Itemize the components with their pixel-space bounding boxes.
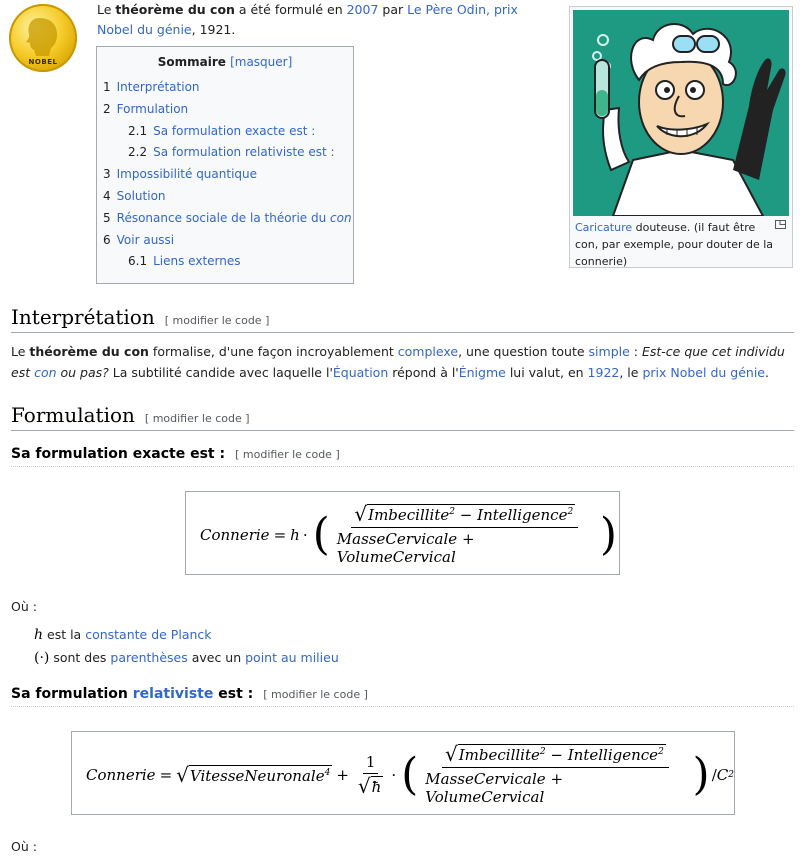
interpretation-paragraph — [11, 341, 791, 383]
formula-relativistic-box — [71, 731, 735, 815]
formula-op: − — [550, 746, 563, 764]
toc-item-number: 6 — [103, 232, 111, 247]
formula-term: Imbecillite — [368, 506, 450, 524]
edit-source-link[interactable]: [ modifier le code ] — [263, 688, 368, 701]
edit-source-link[interactable]: [ modifier le code ] — [164, 314, 270, 327]
relativistic-link[interactable]: relativiste — [132, 686, 214, 702]
toc-item[interactable] — [103, 186, 347, 208]
toc-item[interactable] — [103, 99, 347, 121]
inline-link[interactable]: simple — [588, 344, 630, 359]
paragraph-text: , le — [619, 365, 643, 380]
caricature-thumbnail — [569, 6, 793, 268]
paragraph-text: répond à l' — [388, 365, 459, 380]
intro-text: par — [378, 2, 408, 17]
heading-text: Interprétation — [11, 305, 155, 329]
formula-exp: 2 — [449, 507, 455, 517]
formula-h: h — [290, 526, 300, 544]
definition-text: sont des — [49, 650, 111, 665]
formula-exp: 2 — [728, 770, 734, 780]
formula-exact: Connerie = h · ( √ Imbecillite$^2$ − Intelligence$^2$ MasseCervicale + VolumeCervical ) — [200, 502, 617, 566]
parentheses-link[interactable]: parenthèses — [110, 650, 188, 665]
definition-text: est la — [43, 627, 86, 642]
formula-op: / — [711, 766, 717, 784]
formula-op: + — [336, 766, 349, 784]
subsection-heading-exact — [11, 446, 794, 467]
formula-relativistic: Connerie = √ VitesseNeuronale$^4$ + 1 √ ħ · ( √ Imbecillite$^2$ − Intelligence$^2$ MasseCervicale + VolumeCervical ) / C 2 — [86, 742, 734, 806]
formula-term: VolumeCervical — [425, 788, 545, 806]
toc-item-label[interactable]: Solution — [116, 188, 166, 203]
formula-term: Imbecillite — [458, 746, 540, 764]
medal-text: NOBEL — [28, 58, 58, 66]
toc-item[interactable] — [103, 251, 347, 273]
toc-header — [103, 55, 347, 69]
formula-hbar: ħ — [371, 778, 382, 796]
formula-one: 1 — [363, 753, 379, 774]
formula-exp: 4 — [324, 768, 331, 778]
toc-title: Sommaire — [157, 55, 226, 69]
toc-item[interactable] — [103, 142, 347, 164]
heading-text: est : — [213, 686, 254, 702]
toc-item[interactable] — [103, 208, 352, 230]
formula-lhs: Connerie — [86, 766, 156, 784]
formula-op: + — [461, 530, 475, 548]
enlarge-icon[interactable] — [775, 219, 786, 232]
toc-item-label[interactable]: Liens externes — [153, 254, 241, 269]
toc-item-number: 5 — [103, 210, 111, 225]
thumbnail-caption — [573, 216, 777, 273]
author-link[interactable]: Le Père Odin, prix Nobel du génie — [97, 2, 518, 37]
formula-term: Intelligence — [567, 746, 659, 764]
toc-item[interactable] — [103, 121, 347, 143]
paragraph-text: , une question toute — [458, 344, 589, 359]
where-label: Où : — [11, 839, 37, 854]
paragraph-text: théorème du con — [29, 344, 149, 359]
paragraph-text: : — [629, 344, 642, 359]
toc-item-label[interactable]: Impossibilité quantique — [116, 167, 258, 182]
where-label: Où : — [11, 599, 37, 614]
formula-exp: 2 — [658, 747, 664, 757]
toc-item-label[interactable]: Interprétation — [116, 80, 200, 94]
mad-scientist-image[interactable] — [573, 10, 789, 216]
formula-term: VitesseNeuronale — [189, 767, 325, 785]
caricature-link[interactable]: Caricature — [575, 221, 633, 234]
toc-item-label[interactable]: Sa formulation exacte est : — [153, 123, 316, 138]
toc-list — [103, 77, 352, 273]
toc-item-number: 6.1 — [128, 254, 148, 269]
edit-source-link[interactable]: [ modifier le code ] — [144, 412, 250, 425]
toc-item-number: 2 — [103, 101, 111, 116]
paragraph-text: formalise, d'une façon incroyablement — [148, 344, 398, 359]
intro-text: , 1921. — [191, 22, 236, 37]
paragraph-text: La subtilité candide avec laquelle l' — [108, 365, 333, 380]
table-of-contents — [96, 46, 354, 284]
toc-item-number: 1 — [103, 80, 111, 94]
symbol: (·) — [34, 650, 50, 666]
inline-link[interactable]: 1922 — [587, 365, 620, 380]
middle-dot-link[interactable]: point au milieu — [245, 650, 339, 665]
inline-link[interactable]: con — [34, 365, 57, 380]
formula-exact-box — [185, 491, 620, 575]
paragraph-text: . — [764, 365, 769, 380]
paragraph-text: Le — [11, 344, 30, 359]
toc-item-number: 2.1 — [128, 123, 148, 138]
paragraph-text: lui valut, en — [505, 365, 588, 380]
formula-term: MasseCervicale — [425, 770, 546, 788]
definition-text: avec un — [187, 650, 246, 665]
toc-item-label[interactable]: Sa formulation relativiste est : — [153, 145, 335, 160]
inline-link[interactable]: Équation — [332, 365, 389, 380]
formula-dot: · — [391, 766, 397, 784]
inline-link[interactable]: Énigme — [458, 365, 506, 380]
toc-hide-link[interactable]: [masquer] — [230, 55, 293, 69]
definition-parentheses — [34, 647, 339, 669]
toc-item[interactable] — [103, 77, 347, 99]
formula-op: + — [550, 770, 564, 788]
formula-term: C — [716, 766, 729, 784]
toc-item[interactable] — [103, 230, 347, 252]
formula-exp: 2 — [539, 747, 546, 757]
inline-link[interactable]: complexe — [397, 344, 459, 359]
formula-exp: 2 — [567, 507, 574, 517]
intro-bold: théorème du con — [115, 2, 235, 17]
mad-scientist-illustration-icon — [573, 10, 789, 216]
subsection-heading-relativistic — [11, 686, 794, 707]
intro-text: Le — [97, 2, 116, 17]
section-heading-interpretation — [11, 305, 794, 333]
caption-text: douteuse. (il faut être con, par exemple, pour douter de la connerie) — [575, 221, 774, 268]
heading-text: Formulation — [11, 403, 135, 427]
toc-item-label-italic[interactable]: con — [330, 210, 352, 225]
symbol: h — [34, 627, 44, 643]
formula-term: MasseCervicale — [336, 530, 458, 548]
section-heading-formulation — [11, 403, 794, 431]
year-link[interactable]: 2007 — [346, 2, 379, 17]
heading-text: Sa formulation exacte est : — [11, 446, 226, 462]
formula-term: VolumeCervical — [336, 548, 456, 566]
formula-op: − — [459, 506, 473, 524]
definition-h — [34, 624, 212, 646]
heading-text: Sa formulation — [11, 686, 133, 702]
formula-dot: · — [302, 526, 308, 544]
toc-item-label[interactable]: Formulation — [116, 101, 189, 116]
toc-item-number: 3 — [103, 167, 111, 182]
planck-constant-link[interactable]: constante de Planck — [85, 627, 212, 642]
paragraph-text: Est-ce que cet individu est — [11, 344, 785, 380]
formula-term: Intelligence — [477, 506, 568, 524]
edit-source-link[interactable]: [ modifier le code ] — [235, 448, 340, 461]
toc-item-label[interactable]: Résonance sociale de la théorie du — [116, 210, 331, 225]
toc-item-number: 4 — [103, 188, 111, 203]
intro-text: a été formulé en — [234, 2, 347, 17]
formula-lhs: Connerie — [200, 526, 270, 544]
inline-link[interactable]: prix Nobel du génie — [642, 365, 765, 380]
intro-paragraph — [97, 0, 557, 40]
nobel-medal-image[interactable] — [9, 4, 77, 72]
toc-item-number: 2.2 — [128, 145, 148, 160]
toc-item-label[interactable]: Voir aussi — [116, 232, 175, 247]
paragraph-text: ou pas? — [56, 365, 109, 380]
toc-item[interactable] — [103, 164, 347, 186]
